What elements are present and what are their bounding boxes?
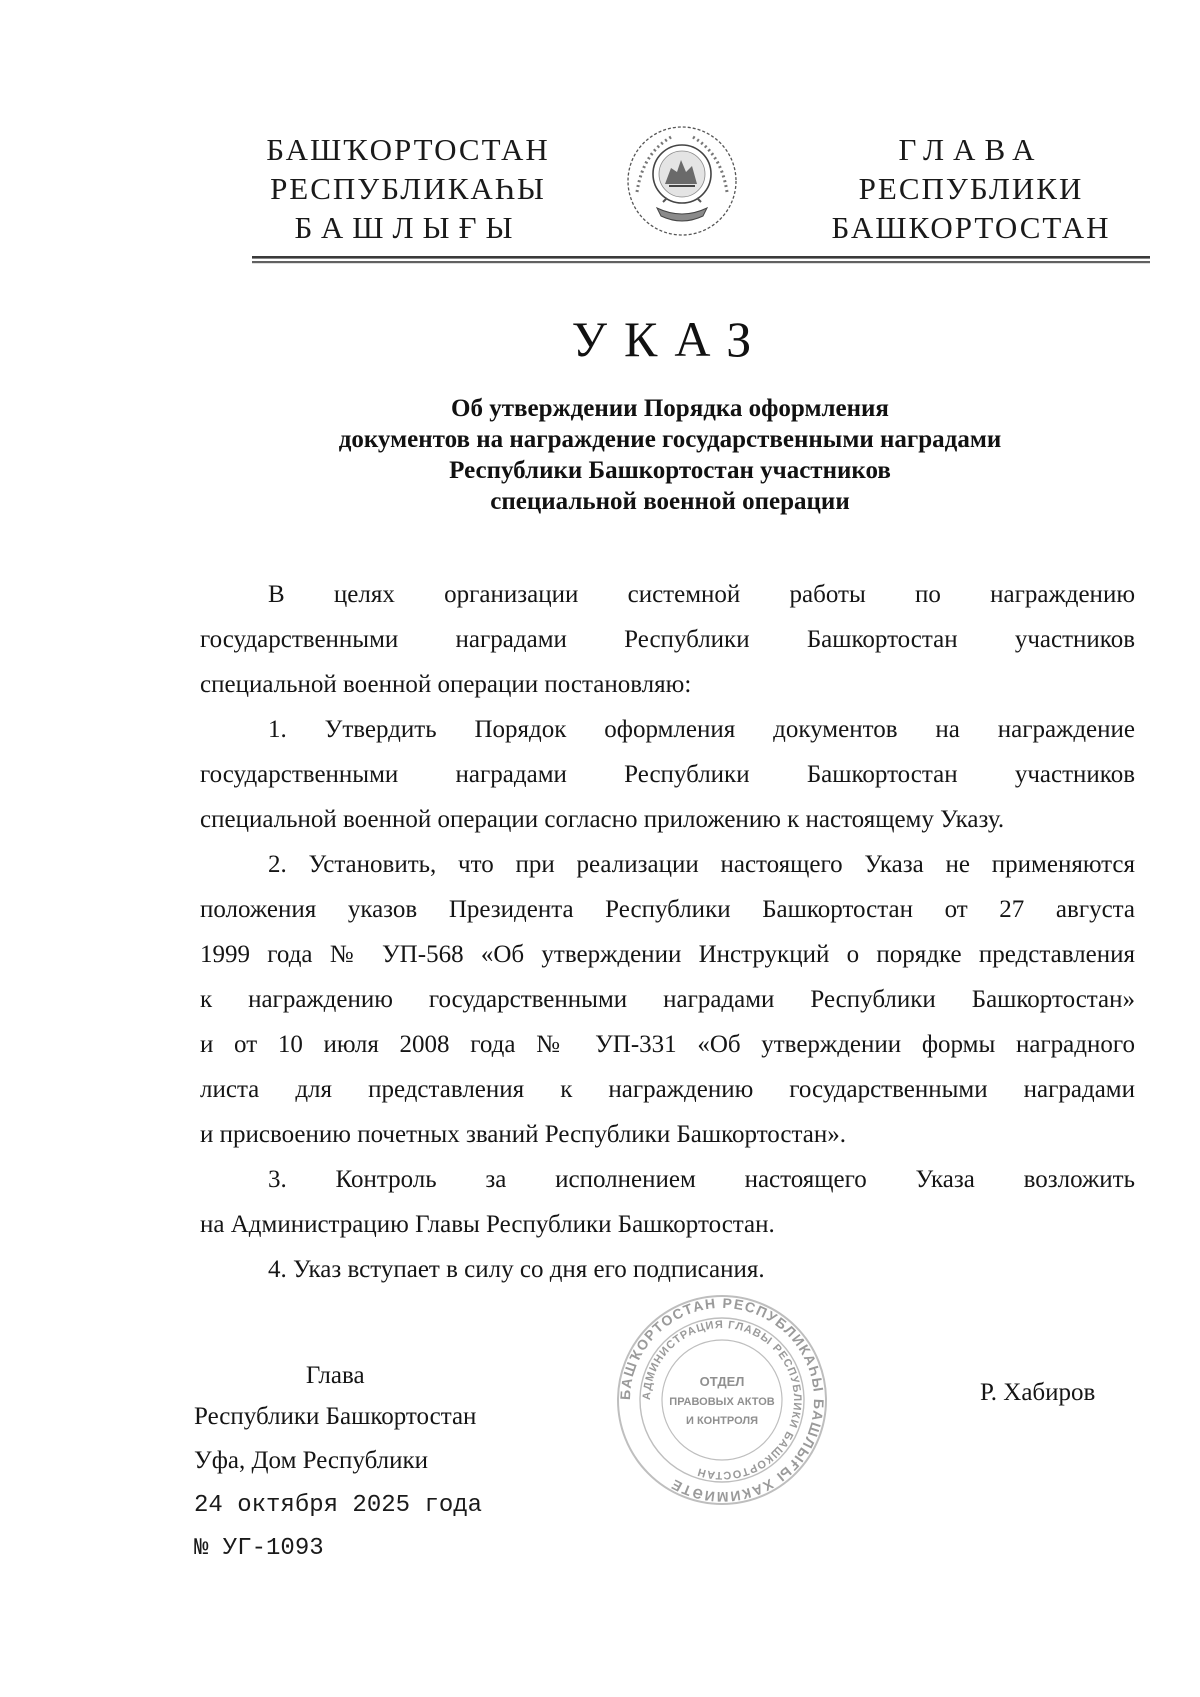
clause-line: государственными наградами Республики Башкортостан участников [200,761,1135,788]
preamble-line: специальной военной операции постановляю: [200,671,692,698]
title-line: документов на награждение государственными наградами [338,426,1002,453]
clause-line: 2. Установить, что при реализации настоящего Указа не применяются [268,851,1135,878]
document-title [240,393,1100,517]
letterhead-right-line3: БАШКОРТОСТАН [831,210,1111,245]
letterhead-left-line3: БАШЛЫҒЫ [294,210,522,245]
clause-line: к награждению государственными наградами Республики Башкортостан» [200,986,1135,1013]
clause-line: 1. Утвердить Порядок оформления документов на награждение [268,716,1135,743]
clause-line: на Администрацию Главы Республики Башкортостан. [200,1211,775,1238]
clause-line: специальной военной операции согласно приложению к настоящему Указу. [200,806,1005,833]
signatory-title-line1: Глава [305,1362,365,1389]
coat-of-arms-emblem-icon [623,122,741,240]
clause-line: 3. Контроль за исполнением настоящего Указа возложить [268,1166,1135,1193]
clause-3 [200,1157,1135,1247]
letterhead-right-line2: РЕСПУБЛИКИ [858,171,1084,206]
clause-line: и от 10 июля 2008 года № УП-331 «Об утверждении формы наградного [200,1031,1135,1058]
letterhead-right-line1: ГЛАВА [898,132,1044,167]
preamble-line: В целях организации системной работы по награждению [268,581,1135,608]
letterhead-left-bashkir [262,130,554,247]
preamble-line: государственными наградами Республики Башкортостан участников [200,626,1135,653]
stamp-outer-text: БАШҠОРТОСТАН РЕСПУБЛИКАҺЫ БАШЛЫҒЫ ХАКИМИӘТЕ [616,1294,828,1506]
signatory-name: Р. Хабиров [980,1379,1096,1406]
signing-date: 24 октября 2025 года [194,1492,483,1519]
letterhead-left-line2: РЕСПУБЛИКАҺЫ [270,171,546,206]
signatory-title [194,1355,476,1437]
clause-2 [200,842,1135,1157]
clause-1 [200,707,1135,842]
clause-line: 4. Указ вступает в силу со дня его подписания. [268,1256,765,1283]
document-type-heading: УКАЗ [571,311,769,367]
stamp-center-line: ПРАВОВЫХ АКТОВ [669,1396,775,1408]
clause-line: листа для представления к награждению государственными наградами [200,1076,1135,1103]
clause-line: и присвоению почетных званий Республики Башкортостан». [200,1121,846,1148]
title-line: специальной военной операции [490,488,850,515]
official-stamp-seal [612,1290,832,1510]
document-number: № УГ-1093 [194,1535,324,1562]
stamp-center-line: ОТДЕЛ [699,1374,745,1389]
letterhead-right-russian [825,130,1117,247]
title-line: Республики Башкортостан участников [449,457,891,484]
signing-place: Уфа, Дом Республики [194,1447,429,1474]
clause-4 [200,1247,1135,1292]
letterhead-left-line1: БАШҠОРТОСТАН [266,132,550,167]
signatory-title-line2: Республики Башкортостан [194,1403,477,1430]
stamp-center-line: И КОНТРОЛЯ [686,1415,758,1427]
clause-line: 1999 года № УП-568 «Об утверждении Инструкций о порядке представления [200,941,1135,968]
preamble-paragraph [200,572,1135,707]
title-line: Об утверждении Порядка оформления [451,395,889,422]
stamp-inner-text: АДМИНИСТРАЦИЯ ГЛАВЫ РЕСПУБЛИКИ БАШКОРТОСТАН [640,1318,804,1482]
clause-line: положения указов Президента Республики Башкортостан от 27 августа [200,896,1135,923]
letterhead-double-rule [252,256,1150,265]
